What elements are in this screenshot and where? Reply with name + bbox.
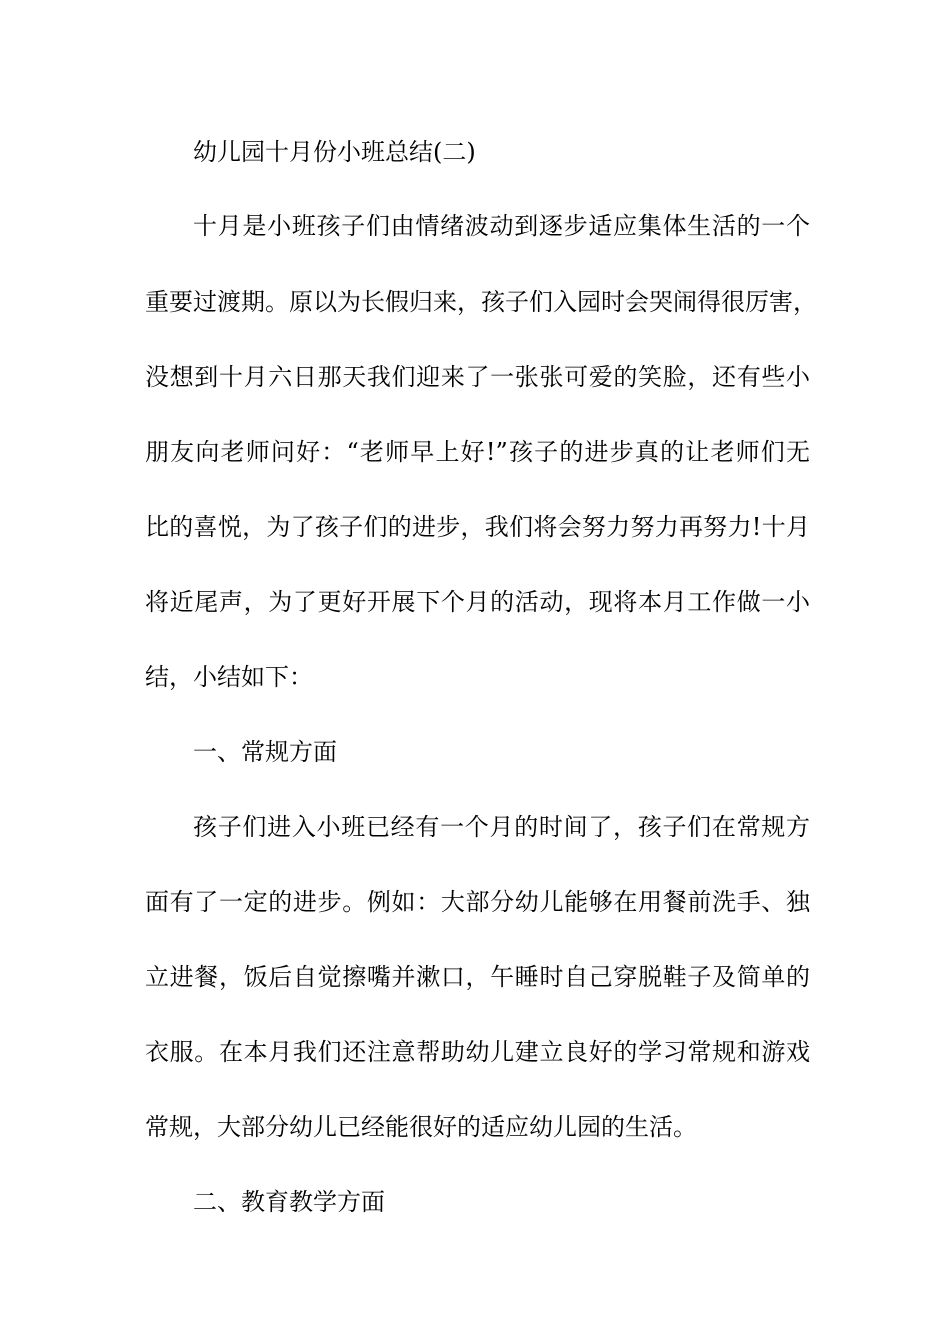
section-heading: 一、常规方面 (193, 738, 337, 766)
paragraph-line: 常规，大部分幼儿已经能很好的适应幼儿园的生活。 (145, 1113, 697, 1141)
paragraph-line: 结，小结如下： (145, 663, 313, 691)
paragraph-line: 朋友向老师问好：“老师早上好!”孩子的进步真的让老师们无 (145, 438, 810, 466)
paragraph-line: 立进餐，饭后自觉擦嘴并漱口，午睡时自己穿脱鞋子及简单的 (145, 963, 810, 991)
paragraph-line: 孩子们进入小班已经有一个月的时间了，孩子们在常规方 (193, 813, 810, 841)
paragraph-line: 十月是小班孩子们由情绪波动到逐步适应集体生活的一个 (193, 212, 810, 240)
paragraph-line: 没想到十月六日那天我们迎来了一张张可爱的笑脸，还有些小 (145, 363, 810, 391)
document-title: 幼儿园十月份小班总结(二) (193, 138, 476, 166)
paragraph-line: 面有了一定的进步。例如：大部分幼儿能够在用餐前洗手、独 (145, 888, 810, 916)
paragraph-line: 比的喜悦，为了孩子们的进步，我们将会努力努力再努力!十月 (145, 513, 810, 541)
paragraph-line: 衣服。在本月我们还注意帮助幼儿建立良好的学习常规和游戏 (145, 1038, 810, 1066)
section-heading: 二、教育教学方面 (193, 1188, 385, 1216)
paragraph-line: 重要过渡期。原以为长假归来，孩子们入园时会哭闹得很厉害， (145, 288, 817, 316)
paragraph-line: 将近尾声，为了更好开展下个月的活动，现将本月工作做一小 (145, 588, 810, 616)
